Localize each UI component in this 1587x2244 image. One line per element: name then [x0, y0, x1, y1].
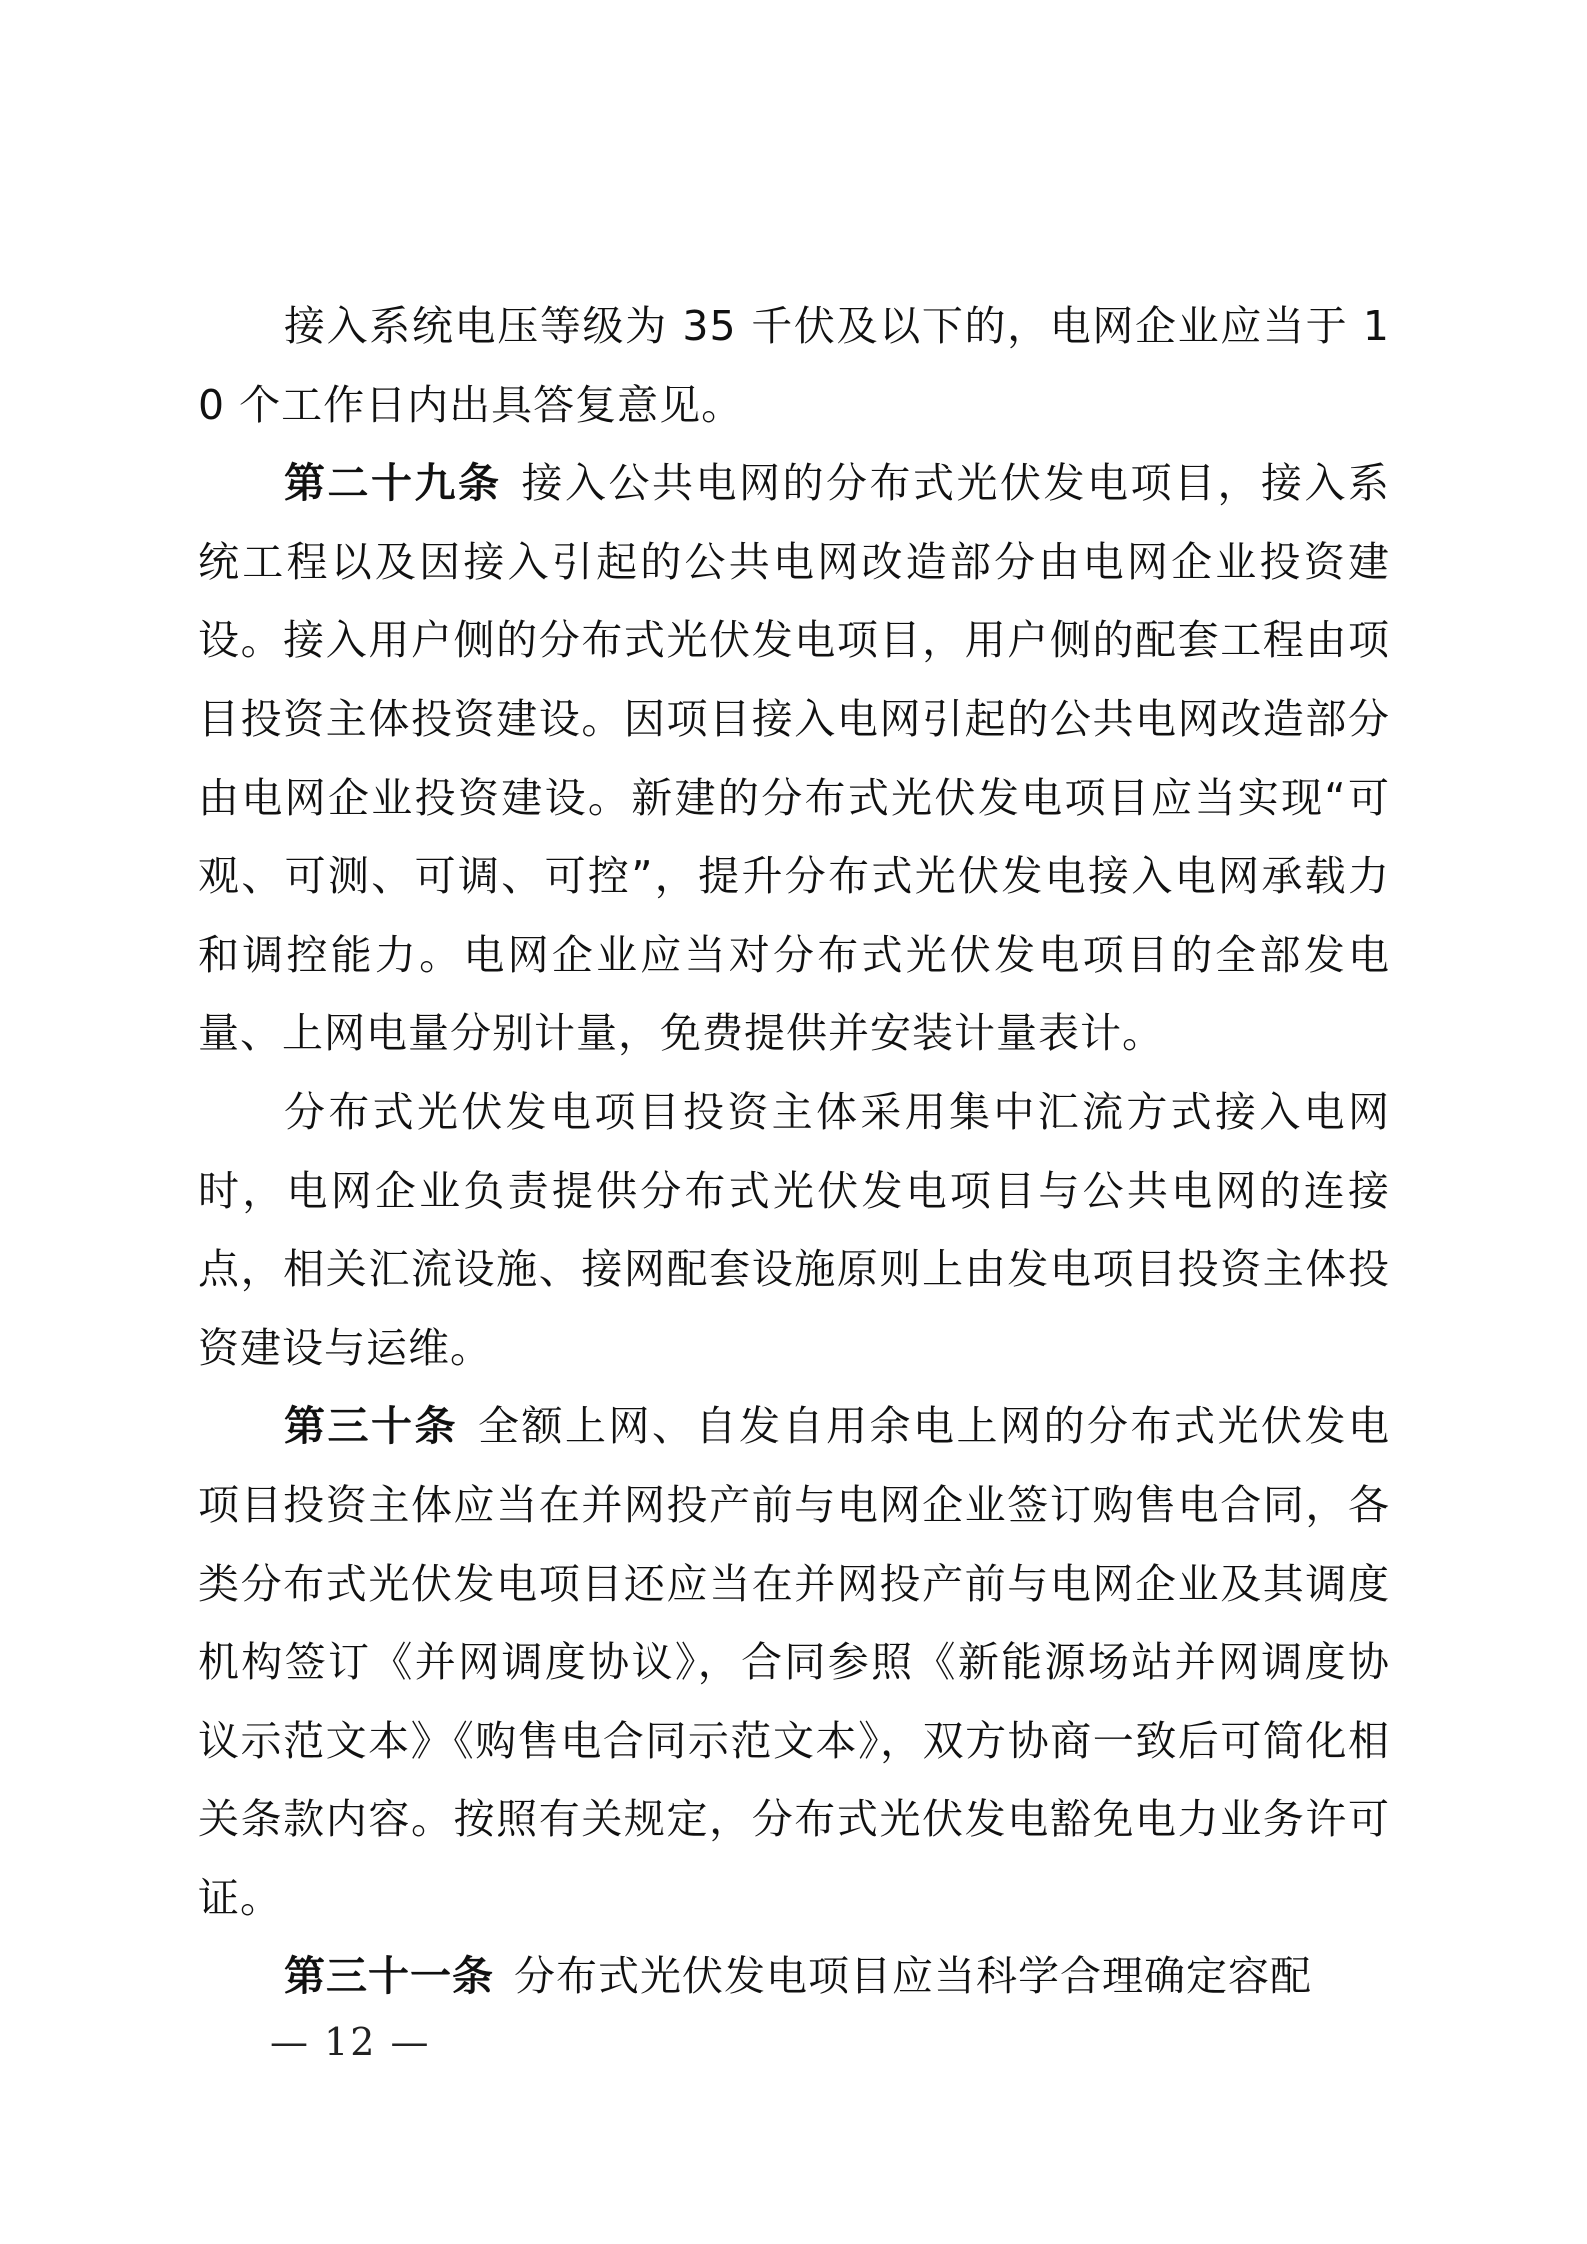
article-30: [198, 1387, 1390, 1937]
paragraph-connection-reply: [198, 287, 1390, 444]
article-heading: 第二十九条: [284, 459, 502, 508]
article-text: 全额上网、自发自用余电上网的分布式光伏发电项目投资主体应当在并网投产前与电网企业签订购售电合同，各类分布式光伏发电项目还应当在并网投产前与电网企业及其调度机构签订《并网调度协议》，合同参照《新能源场站并网调度协议示范文本》《购售电合同示范文本》，双方协商一致后可简化相关条款内容。按照有关规定，分布式光伏发电豁免电力业务许可证。: [198, 1402, 1390, 1922]
paragraph-text: 接入系统电压等级为 35 千伏及以下的，电网企业应当于 10 个工作日内出具答复意见。: [198, 302, 1390, 429]
article-29: [198, 444, 1390, 1073]
paragraph-centralized-connection: [198, 1073, 1390, 1387]
article-text: 分布式光伏发电项目应当科学合理确定容配: [514, 1952, 1312, 2001]
page-number: — 12 —: [270, 2020, 431, 2064]
article-text: 接入公共电网的分布式光伏发电项目，接入系统工程以及因接入引起的公共电网改造部分由电网企业投资建设。接入用户侧的分布式光伏发电项目，用户侧的配套工程由项目投资主体投资建设。因项目接入电网引起的公共电网改造部分由电网企业投资建设。新建的分布式光伏发电项目应当实现“可观、可测、可调、可控”，提升分布式光伏发电接入电网承载力和调控能力。电网企业应当对分布式光伏发电项目的全部发电量、上网电量分别计量，免费提供并安装计量表计。: [198, 459, 1390, 1058]
article-heading: 第三十条: [284, 1402, 458, 1451]
article-heading: 第三十一条: [284, 1952, 494, 2001]
paragraph-text: 分布式光伏发电项目投资主体采用集中汇流方式接入电网时，电网企业负责提供分布式光伏发电项目与公共电网的连接点，相关汇流设施、接网配套设施原则上由发电项目投资主体投资建设与运维。: [198, 1087, 1390, 1372]
document-body: [198, 287, 1390, 2016]
article-31: [198, 1937, 1390, 2016]
